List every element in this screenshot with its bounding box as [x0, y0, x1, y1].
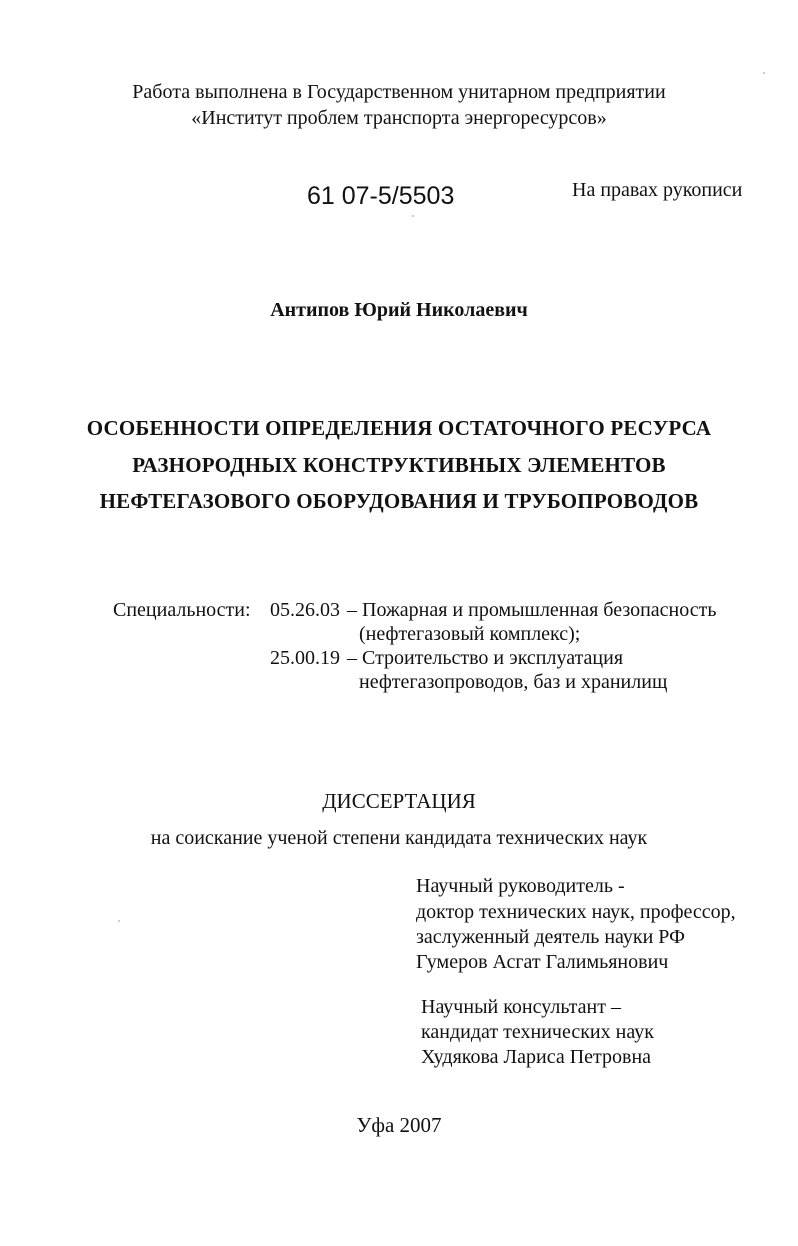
title-line-2: РАЗНОРОДНЫХ КОНСТРУКТИВНЫХ ЭЛЕМЕНТОВ: [132, 453, 666, 477]
supervisor-degree: доктор технических наук, профессор,: [416, 901, 736, 923]
specialty-1-code: 05.26.03: [270, 599, 340, 621]
scan-speck: [763, 72, 765, 74]
title-line-3: НЕФТЕГАЗОВОГО ОБОРУДОВАНИЯ И ТРУБОПРОВОДОВ: [99, 489, 699, 513]
title-line-1: ОСОБЕННОСТИ ОПРЕДЕЛЕНИЯ ОСТАТОЧНОГО РЕСУРСА: [86, 416, 712, 440]
supervisor-name: Гумеров Асгат Галимьянович: [416, 951, 669, 973]
document-code: 61 07-5/5503: [307, 182, 455, 210]
specialty-1-name: – Пожарная и промышленная безопасность: [347, 599, 717, 621]
scan-speck: [412, 215, 414, 217]
specialty-2-name: – Строительство и эксплуатация: [347, 647, 624, 669]
scan-speck: [118, 920, 120, 922]
header-institution-line-1: Работа выполнена в Государственном унитарном предприятии: [132, 81, 666, 103]
supervisor-title: заслуженный деятель науки РФ: [416, 926, 685, 948]
specialties-label: Специальности:: [113, 599, 251, 621]
consultant-degree: кандидат технических наук: [421, 1021, 654, 1043]
header-institution-line-2: «Институт проблем транспорта энергоресурсов»: [191, 107, 607, 129]
consultant-name: Худякова Лариса Петровна: [421, 1046, 652, 1068]
manuscript-note: На правах рукописи: [572, 179, 743, 201]
work-type: ДИССЕРТАЦИЯ: [322, 789, 476, 813]
city-year: Уфа 2007: [356, 1113, 442, 1137]
consultant-heading: Научный консультант –: [421, 996, 621, 1018]
specialty-1-subtitle: (нефтегазовый комплекс);: [359, 623, 581, 645]
author-name: Антипов Юрий Николаевич: [270, 299, 528, 321]
specialty-2-code: 25.00.19: [270, 647, 340, 669]
specialty-2-subtitle: нефтегазопроводов, баз и хранилищ: [359, 671, 668, 693]
degree-line: на соискание ученой степени кандидата технических наук: [150, 827, 648, 849]
supervisor-heading: Научный руководитель -: [416, 875, 625, 897]
